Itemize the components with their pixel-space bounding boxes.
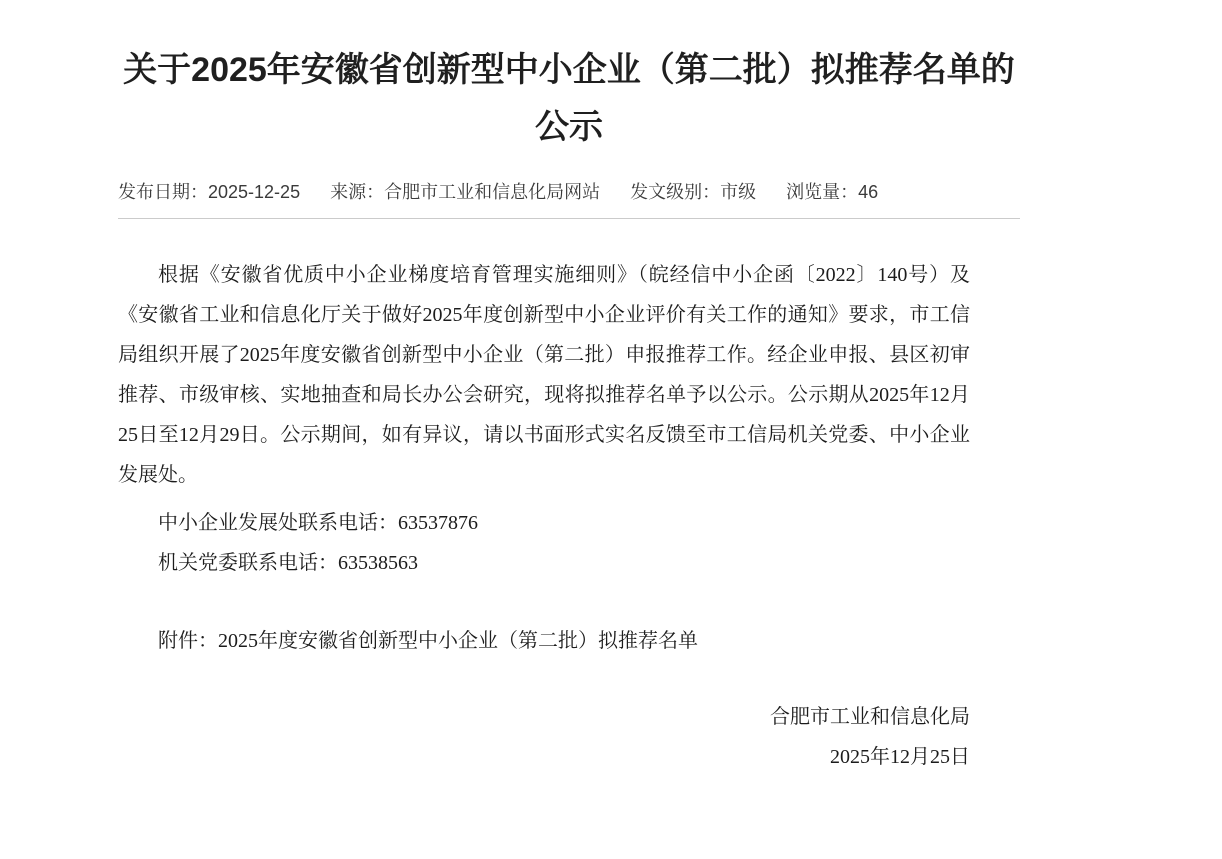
signature-block — [118, 697, 970, 777]
meta-source-label: 来源： — [330, 182, 385, 202]
meta-source — [330, 182, 600, 202]
issue-date: 2025年12月25日 — [830, 746, 970, 768]
meta-doc-level — [630, 182, 756, 202]
meta-doc-level-label: 发文级别： — [630, 182, 721, 202]
meta-doc-level-value: 市级 — [720, 182, 757, 202]
divider — [118, 218, 1020, 219]
page-title: 关于2025年安徽省创新型中小企业（第二批）拟推荐名单的公示 — [123, 51, 1015, 146]
meta-views-value: 46 — [858, 182, 879, 202]
main-paragraph: 根据《安徽省优质中小企业梯度培育管理实施细则》（皖经信中小企函〔2022〕140号）及《安徽省工业和信息化厅关于做好2025年度创新型中小企业评价有关工作的通知》要求，市工信局组织开展了2025年度安徽省创新型中小企业（第二批）申报推荐工作。经企业申报、县区初审推荐、市级审核、实地抽查和局长办公会研究，现将拟推荐名单予以公示。公示期从2025年12月25日至12月29日。公示期间，如有异议，请以书面形式实名反馈至市工信局机关党委、中小企业发展处。 — [118, 264, 970, 486]
contact-line-party-committee: 机关党委联系电话：63538563 — [158, 552, 418, 574]
meta-views-label: 浏览量： — [786, 182, 859, 202]
meta-source-value: 合肥市工业和信息化局网站 — [384, 182, 601, 202]
meta-views — [786, 182, 878, 202]
announcement-page — [118, 42, 1020, 777]
meta-publish-date-value: 2025-12-25 — [208, 182, 301, 202]
issuer-name: 合肥市工业和信息化局 — [770, 706, 970, 728]
meta-bar — [118, 182, 1020, 202]
contact-line-smedev: 中小企业发展处联系电话：63537876 — [158, 512, 478, 534]
meta-publish-date-label: 发布日期： — [118, 182, 208, 202]
article-body — [118, 255, 970, 777]
meta-publish-date — [118, 182, 300, 202]
attachment-line: 附件：2025年度安徽省创新型中小企业（第二批）拟推荐名单 — [158, 630, 698, 652]
